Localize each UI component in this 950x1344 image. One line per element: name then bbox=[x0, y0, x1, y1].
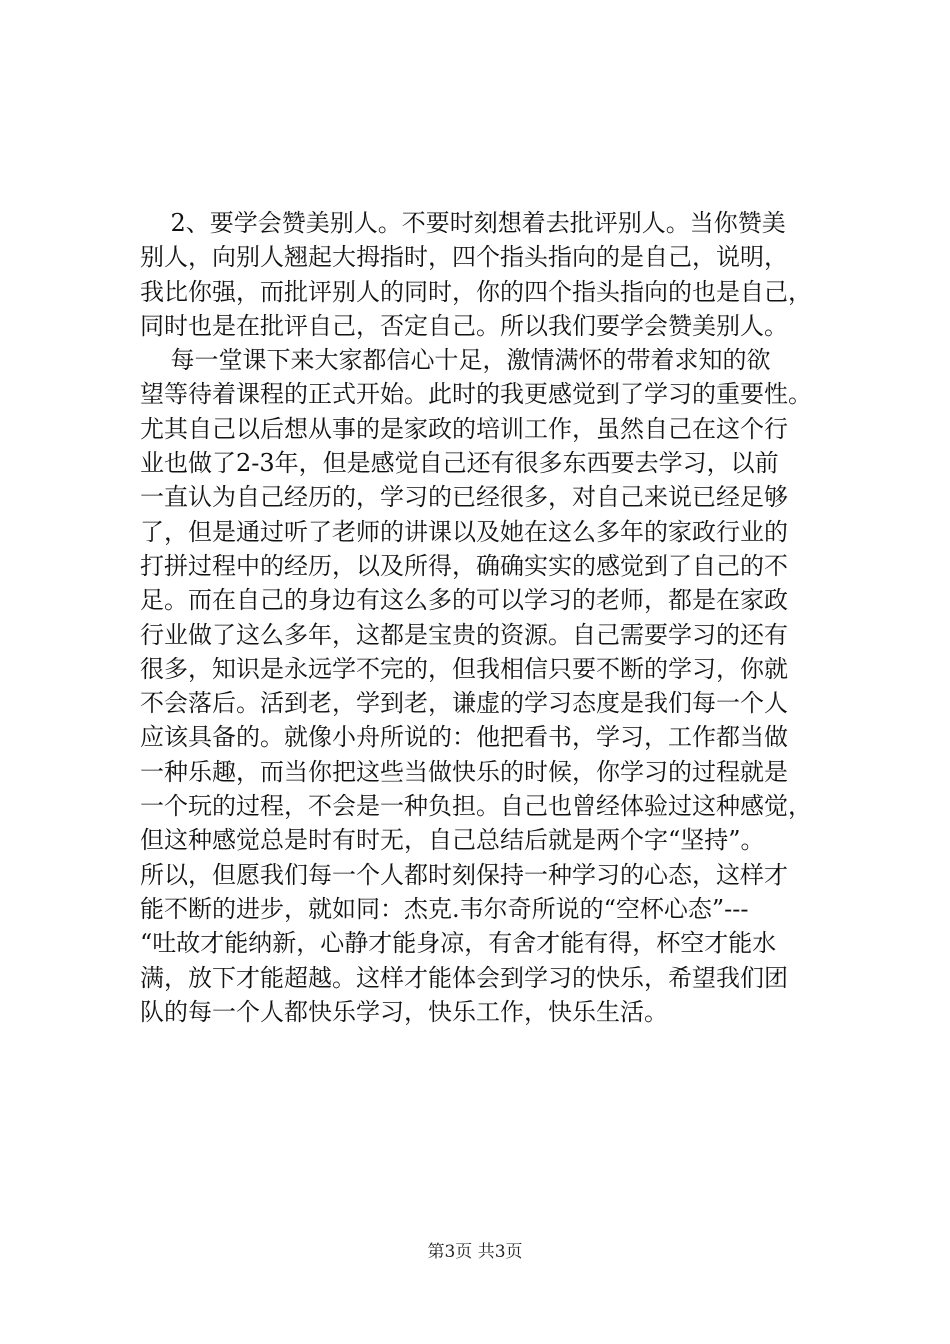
text-line: 同时也是在批评自己，否定自己。所以我们要学会赞美别人。 bbox=[140, 311, 788, 340]
text-line: 望等待着课程的正式开始。此时的我更感觉到了学习的重要性。 bbox=[140, 380, 812, 409]
text-line: 满，放下才能超越。这样才能体会到学习的快乐，希望我们团 bbox=[140, 963, 788, 992]
text-line: 别人，向别人翘起大拇指时，四个指头指向的是自己，说明， bbox=[140, 243, 788, 272]
text-line: 每一堂课下来大家都信心十足，激情满怀的带着求知的欲 bbox=[140, 346, 771, 375]
text-line: 一直认为自己经历的，学习的已经很多，对自己来说已经足够 bbox=[140, 483, 788, 512]
text-line: 很多，知识是永远学不完的，但我相信只要不断的学习，你就 bbox=[140, 654, 788, 683]
text-line: 应该具备的。就像小舟所说的：他把看书，学习，工作都当做 bbox=[140, 723, 788, 752]
text-line: 能不断的进步，就如同：杰克.韦尔奇所说的“空杯心态”--- bbox=[140, 894, 749, 923]
text-line: 2、要学会赞美别人。不要时刻想着去批评别人。当你赞美 bbox=[140, 209, 786, 237]
text-line: 一个玩的过程，不会是一种负担。自己也曾经体验过这种感觉， bbox=[140, 792, 812, 821]
text-line: 打拼过程中的经历，以及所得，确确实实的感觉到了自己的不 bbox=[140, 551, 788, 580]
text-line: 不会落后。活到老，学到老，谦虚的学习态度是我们每一个人 bbox=[140, 689, 788, 718]
text-line: 业也做了2-3年，但是感觉自己还有很多东西要去学习，以前 bbox=[140, 449, 779, 478]
text-line: 行业做了这么多年，这都是宝贵的资源。自己需要学习的还有 bbox=[140, 620, 788, 649]
text-line: 我比你强，而批评别人的同时，你的四个指头指向的也是自己， bbox=[140, 277, 812, 306]
text-line: 足。而在自己的身边有这么多的可以学习的老师，都是在家政 bbox=[140, 586, 788, 615]
body-text bbox=[140, 206, 840, 1029]
text-line: 所以，但愿我们每一个人都时刻保持一种学习的心态，这样才 bbox=[140, 860, 788, 889]
text-line: 队的每一个人都快乐学习，快乐工作，快乐生活。 bbox=[140, 997, 668, 1026]
text-line: 但这种感觉总是时有时无，自己总结后就是两个字“坚持”。 bbox=[140, 826, 765, 855]
page-number-footer: 第3页 共3页 bbox=[427, 1242, 523, 1262]
text-line: 尤其自己以后想从事的是家政的培训工作，虽然自己在这个行 bbox=[140, 414, 788, 443]
text-line: 了，但是通过听了老师的讲课以及她在这么多年的家政行业的 bbox=[140, 517, 788, 546]
text-line: 一种乐趣，而当你把这些当做快乐的时候，你学习的过程就是 bbox=[140, 757, 788, 786]
text-line: “吐故才能纳新，心静才能身凉，有舍才能有得，杯空才能水 bbox=[140, 929, 777, 958]
